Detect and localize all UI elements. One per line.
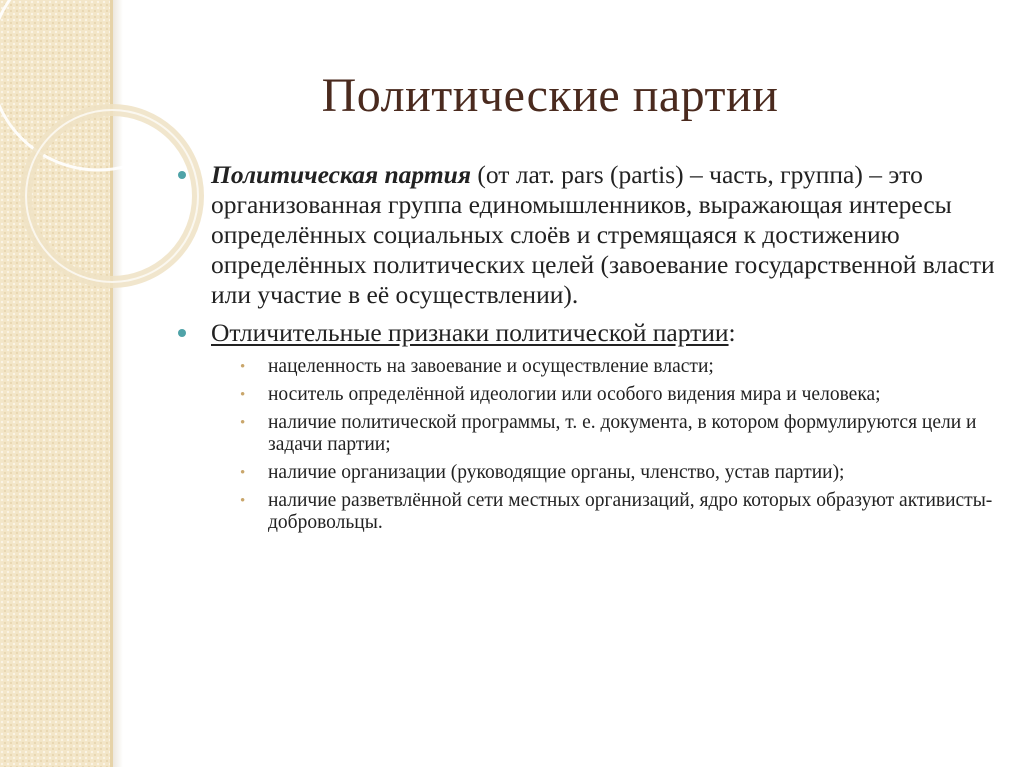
definition-bullet xyxy=(178,160,998,310)
feature-item xyxy=(240,462,998,484)
features-list xyxy=(240,356,998,534)
sub-bullet-icon: • xyxy=(240,387,246,403)
feature-item xyxy=(240,490,998,534)
feature-item xyxy=(240,412,998,456)
sub-bullet-icon: • xyxy=(240,465,246,481)
sub-bullet-icon: • xyxy=(240,415,246,431)
definition-text: (от лат. pars (partis) – часть, группа) – это организованная группа единомышленников, выражающая интересы определённых социальных слоёв и стремящаяся к достижению определённых политических целей (завоевание государственной власти или участие в её осуществлении). xyxy=(211,160,995,309)
sub-bullet-icon: • xyxy=(240,493,246,509)
decorative-side-panel xyxy=(0,0,110,767)
slide-title: Политические партии xyxy=(321,69,779,122)
bullet-dot-icon xyxy=(178,329,186,337)
feature-item-text: наличие политической программы, т. е. документа, в котором формулируются цели и задачи партии; xyxy=(268,412,977,455)
sub-bullet-icon: • xyxy=(240,359,246,375)
feature-item xyxy=(240,384,998,406)
bullet-dot-icon xyxy=(178,171,186,179)
features-heading: Отличительные признаки политической партии xyxy=(211,318,729,347)
slide-content xyxy=(178,160,998,540)
side-panel-shadow xyxy=(113,0,123,767)
features-heading-colon: : xyxy=(728,318,736,347)
feature-item-text: наличие разветвлённой сети местных организаций, ядро которых образуют активисты-добровольцы. xyxy=(268,490,993,533)
feature-item xyxy=(240,356,998,378)
feature-item-text: нацеленность на завоевание и осуществление власти; xyxy=(268,356,714,377)
feature-item-text: носитель определённой идеологии или особого видения мира и человека; xyxy=(268,384,881,405)
feature-item-text: наличие организации (руководящие органы, членство, устав партии); xyxy=(268,462,845,483)
definition-term: Политическая партия xyxy=(211,160,471,189)
features-heading-bullet xyxy=(178,318,998,348)
